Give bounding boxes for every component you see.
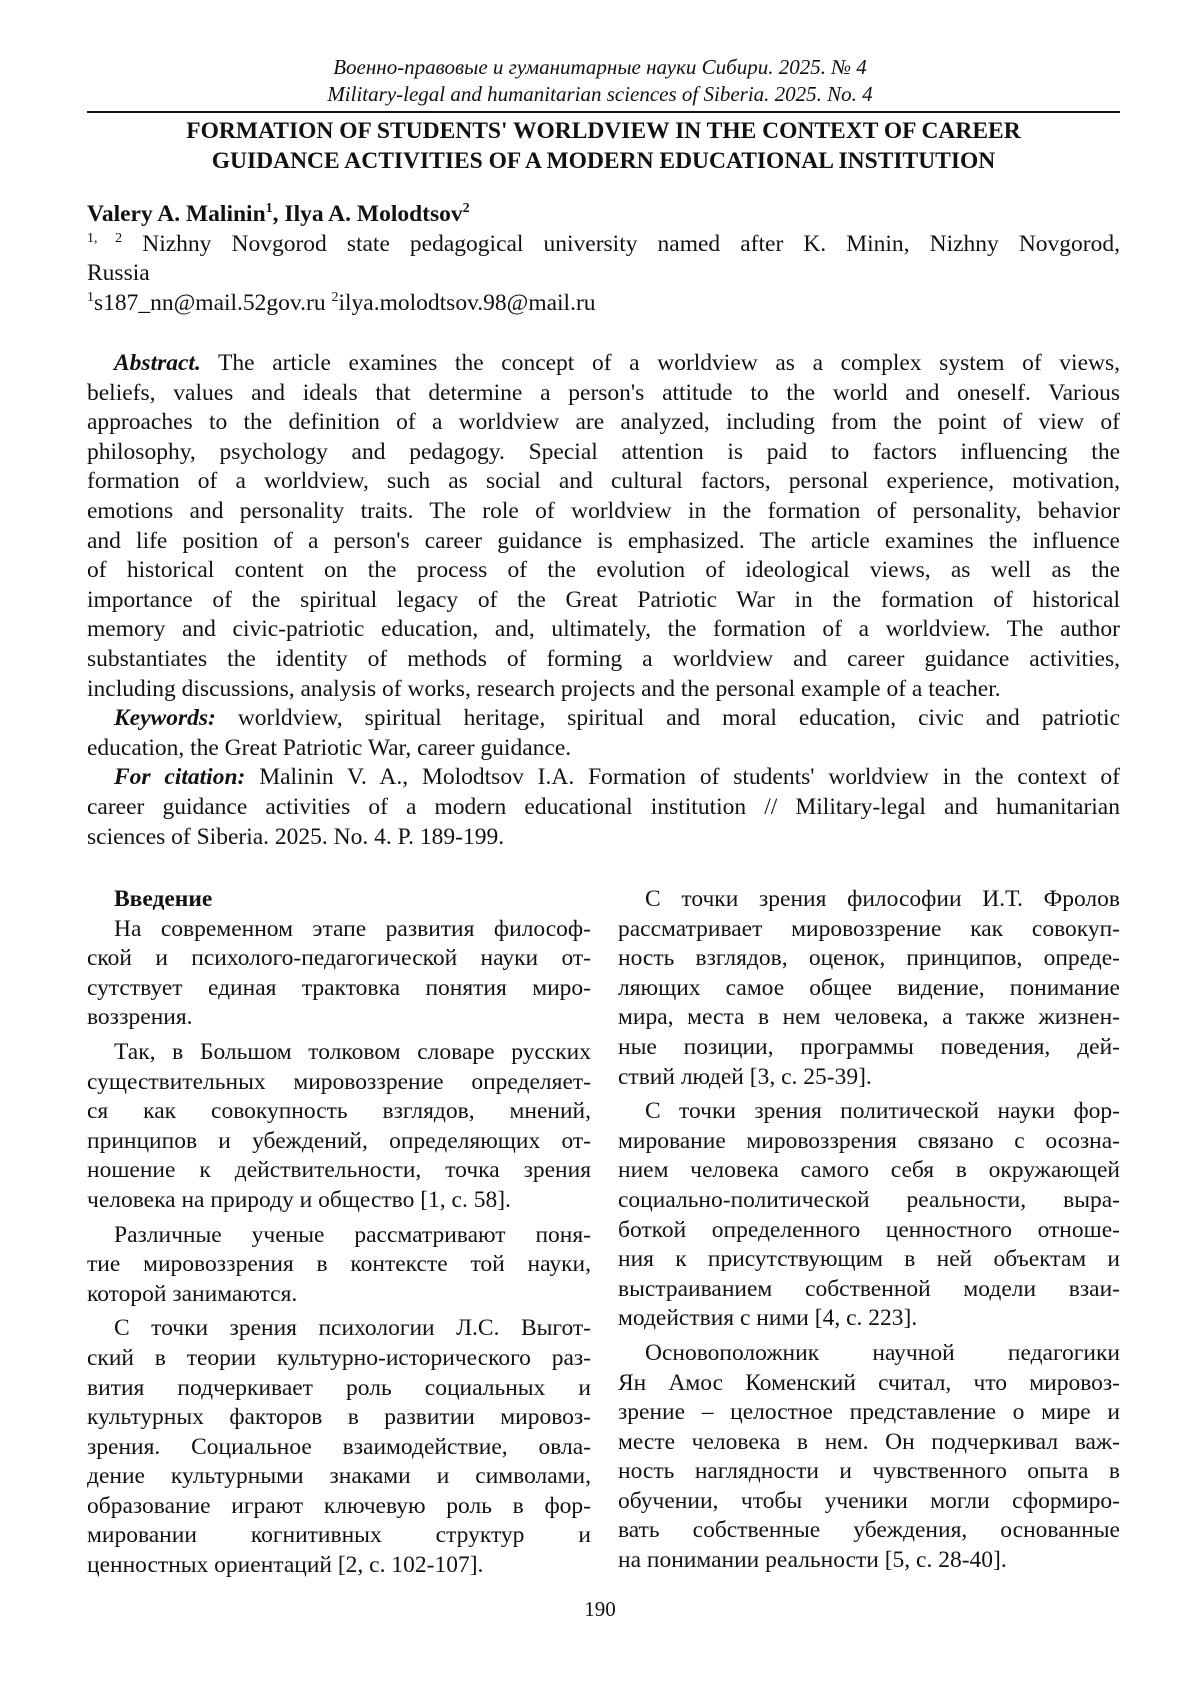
text-line: человека на природу и общество [1, с. 58]. bbox=[87, 1186, 511, 1213]
text-line: На современном этапе развития философ- bbox=[114, 915, 591, 942]
author-2: Ilya A. Molodtsov bbox=[284, 201, 463, 227]
text-segment: Malinin V. A., Molodtsov I.A. Formation of students' worldview in the context of bbox=[245, 764, 1120, 791]
text-segment: The article examines the concept of a worldview as a complex system of views, bbox=[200, 350, 1120, 376]
text-line: ность взглядов, оценок, принципов, опреде- bbox=[618, 945, 1120, 972]
text-line: ся как совокупность взглядов, мнений, bbox=[87, 1098, 591, 1125]
front-matter bbox=[87, 349, 1120, 852]
text-line: воззрения. bbox=[87, 1004, 193, 1031]
text-line: нием человека самого себя в окружающей bbox=[618, 1157, 1120, 1184]
text-line: importance of the spiritual legacy of the Great Patriotic War in the formation of historical bbox=[87, 586, 1120, 613]
title-line-1: FORMATION OF STUDENTS' WORLDVIEW IN THE CONTEXT OF CAREER bbox=[186, 118, 1021, 144]
text-line: ношение к действительности, точка зрения bbox=[87, 1157, 591, 1184]
text-line: зрения. Социальное взаимодействие, овла- bbox=[87, 1433, 591, 1460]
text-line: культурных факторов в развитии мировоз- bbox=[87, 1404, 591, 1431]
text-line: тие мировоззрения в контексте той науки, bbox=[87, 1251, 591, 1278]
section-heading-introduction: Введение bbox=[114, 886, 213, 912]
author-names bbox=[87, 200, 1120, 230]
text-line: мирование мировоззрения связано с осозна- bbox=[618, 1127, 1120, 1154]
paragraph bbox=[87, 1314, 591, 1580]
text-line: ствий людей [3, с. 25-39]. bbox=[618, 1063, 872, 1090]
text-line: С точки зрения политической науки фор- bbox=[645, 1098, 1120, 1125]
email-2[interactable]: ilya.molodtsov.98@mail.ru bbox=[338, 289, 596, 316]
authors-block bbox=[87, 200, 1120, 318]
paragraph bbox=[87, 915, 591, 1033]
text-line: С точки зрения психологии Л.С. Выгот- bbox=[114, 1315, 591, 1342]
text-line: С точки зрения философии И.Т. Фролов bbox=[645, 886, 1120, 912]
text-line: мира, места в нем человека, а также жизнен- bbox=[618, 1004, 1120, 1031]
text-line: philosophy, psychology and pedagogy. Special attention is paid to factors influencing the bbox=[87, 438, 1120, 465]
text-line: обучении, чтобы ученики могли сформиро- bbox=[618, 1487, 1120, 1514]
text-line: Различные ученые рассматривают поня- bbox=[114, 1221, 591, 1248]
text-line: ляющих самое общее видение, понимание bbox=[618, 974, 1120, 1001]
text-line bbox=[87, 349, 1120, 379]
text-line: career guidance activities of a modern educational institution // Military-legal and humanitarian bbox=[87, 793, 1120, 820]
text-line: emotions and personality traits. The role of worldview in the formation of personality, behavior bbox=[87, 497, 1120, 524]
text-line: ния к присутствующим в ней объектам и bbox=[618, 1246, 1120, 1273]
text-line: модействия с ними [4, с. 223]. bbox=[618, 1305, 918, 1332]
text-line: выстраиванием собственной модели взаи- bbox=[618, 1275, 1120, 1302]
paragraph bbox=[618, 885, 1120, 1092]
text-segment: worldview, spiritual heritage, spiritual and moral education, civic and patriotic bbox=[215, 705, 1120, 732]
email-1-sup: 1 bbox=[87, 289, 94, 305]
paragraph bbox=[87, 1221, 591, 1310]
journal-header-ru: Военно-правовые и гуманитарные науки Сибири. 2025. № 4 bbox=[333, 55, 867, 79]
text-line: substantiates the identity of methods of forming a worldview and career guidance activities, bbox=[87, 645, 1120, 672]
front-matter-paragraph bbox=[87, 704, 1120, 763]
page-number: 190 bbox=[584, 1597, 616, 1621]
text-line: ской и психолого-педагогической науки от- bbox=[87, 945, 591, 972]
text-line: ные позиции, программы поведения, дей- bbox=[618, 1033, 1120, 1060]
right-column bbox=[618, 885, 1120, 1581]
text-line: beliefs, values and ideals that determine a person's attitude to the world and oneself. Various bbox=[87, 379, 1120, 406]
left-column bbox=[87, 885, 591, 1586]
text-line: memory and civic-patriotic education, and, ultimately, the formation of a worldview. The author bbox=[87, 616, 1120, 643]
text-line: sciences of Siberia. 2025. No. 4. P. 189-199. bbox=[87, 823, 505, 850]
author-separator: , bbox=[272, 201, 285, 227]
affiliation-text: Nizhny Novgorod state pedagogical university named after K. Minin, Nizhny Novgorod, bbox=[122, 230, 1120, 257]
header-rule bbox=[87, 111, 1120, 113]
text-line: месте человека в нем. Он подчеркивал важ- bbox=[618, 1428, 1120, 1455]
affiliation-line-2: Russia bbox=[87, 260, 150, 287]
paragraph-label: Keywords: bbox=[114, 705, 216, 732]
text-line: education, the Great Patriotic War, career guidance. bbox=[87, 734, 572, 761]
text-line: ский в теории культурно-исторического раз- bbox=[87, 1344, 591, 1371]
paragraph-label: Abstract. bbox=[114, 350, 201, 376]
text-line: including discussions, analysis of works, research projects and the personal example of a teacher. bbox=[87, 675, 1001, 702]
author-2-sup: 2 bbox=[462, 201, 470, 217]
text-line: на понимании реальности [5, с. 28-40]. bbox=[618, 1547, 1007, 1574]
text-line: Основоположник научной педагогики bbox=[645, 1339, 1120, 1366]
text-line: рассматривает мировоззрение как совокуп- bbox=[618, 915, 1120, 942]
email-1[interactable]: s187_nn@mail.52gov.ru bbox=[94, 289, 332, 316]
text-line: вать собственные убеждения, основанные bbox=[618, 1517, 1120, 1544]
front-matter-paragraph bbox=[87, 349, 1120, 704]
author-1: Valery A. Malinin bbox=[87, 201, 266, 227]
affiliation-line-1 bbox=[87, 230, 1120, 260]
article-title bbox=[87, 116, 1120, 176]
text-line: существительных мировоззрение определяет- bbox=[87, 1068, 591, 1095]
front-matter-paragraph bbox=[87, 763, 1120, 852]
text-line: ность наглядности и чувственного опыта в bbox=[618, 1458, 1120, 1485]
text-line: сутствует единая трактовка понятия миро- bbox=[87, 974, 591, 1001]
text-line: принципов и убеждений, определяющих от- bbox=[87, 1127, 591, 1154]
text-line: образование играют ключевую роль в фор- bbox=[87, 1492, 591, 1519]
paragraph-label: For citation: bbox=[114, 764, 246, 791]
journal-header-en: Military-legal and humanitarian sciences of Siberia. 2025. No. 4 bbox=[327, 82, 873, 106]
text-line bbox=[87, 763, 1120, 793]
paragraph bbox=[618, 1339, 1120, 1576]
text-line: которой занимаются. bbox=[87, 1280, 298, 1307]
text-line: боткой определенного ценностного отноше- bbox=[618, 1216, 1120, 1243]
text-line: вития подчеркивает роль социальных и bbox=[87, 1374, 591, 1401]
text-line bbox=[87, 704, 1120, 734]
text-line: дение культурными знаками и символами, bbox=[87, 1463, 591, 1490]
author-1-sup: 1 bbox=[265, 201, 273, 217]
text-line: formation of a worldview, such as social and cultural factors, personal experience, motivation, bbox=[87, 468, 1120, 495]
text-line: мировании когнитивных структур и bbox=[87, 1522, 591, 1549]
text-line: зрение – целостное представление о мире и bbox=[618, 1399, 1120, 1426]
text-line: ценностных ориентаций [2, с. 102-107]. bbox=[87, 1552, 484, 1579]
paragraph bbox=[87, 1038, 591, 1216]
title-line-2: GUIDANCE ACTIVITIES OF A MODERN EDUCATIONAL INSTITUTION bbox=[211, 148, 996, 174]
text-line: approaches to the definition of a worldview are analyzed, including from the point of view of bbox=[87, 409, 1120, 436]
text-line: социально-политической реальности, выра- bbox=[618, 1186, 1120, 1213]
affiliation-sup: 1, 2 bbox=[87, 230, 123, 246]
email-2-sup: 2 bbox=[331, 289, 339, 305]
author-emails bbox=[87, 289, 1120, 319]
text-line: Так, в Большом толковом словаре русских bbox=[114, 1038, 591, 1065]
text-line: of historical content on the process of the evolution of ideological views, as well as the bbox=[87, 557, 1120, 584]
text-line: and life position of a person's career guidance is emphasized. The article examines the influence bbox=[87, 527, 1120, 554]
paragraph bbox=[618, 1097, 1120, 1334]
text-line: Ян Амос Коменский считал, что мировоз- bbox=[618, 1369, 1120, 1396]
